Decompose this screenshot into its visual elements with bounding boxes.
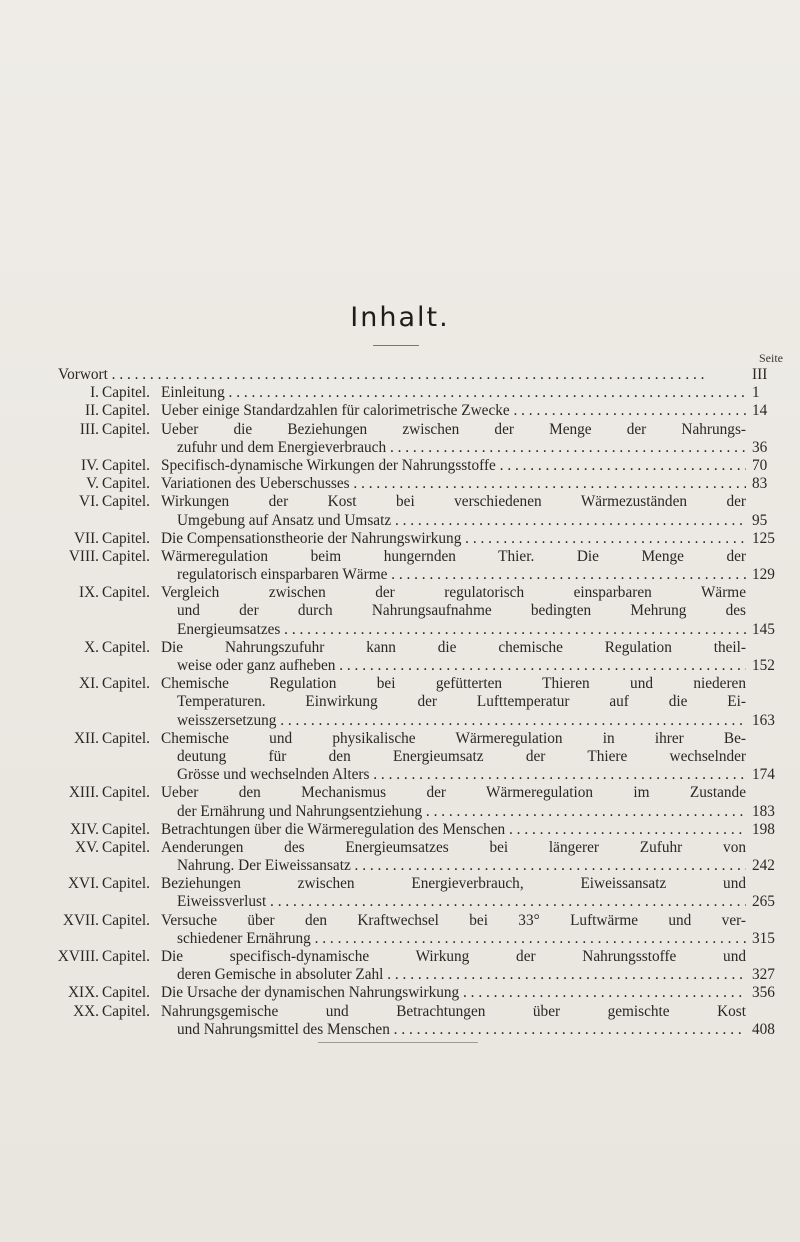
chapter-page: 408: [752, 1020, 775, 1038]
toc-entry[interactable]: [0, 639, 800, 657]
chapter-number: I.: [90, 384, 99, 402]
toc-entry-continuation[interactable]: [0, 657, 800, 675]
chapter-number: XIII.: [68, 784, 99, 802]
toc-entry[interactable]: [0, 421, 800, 439]
chapter-number: VII.: [73, 529, 99, 547]
chapter-label: Capitel.: [102, 456, 151, 474]
chapter-label: Capitel.: [102, 384, 151, 402]
chapter-title-line: Umgebung auf Ansatz und Umsatz . . .: [177, 512, 746, 530]
toc-entry-continuation[interactable]: [0, 621, 800, 639]
toc-entry[interactable]: [0, 839, 800, 857]
chapter-label: Capitel.: [102, 838, 151, 856]
chapter-page: 242: [752, 857, 775, 875]
chapter-number: III.: [79, 420, 99, 438]
chapter-title-line: regulatorisch einsparbaren Wärme . . .: [177, 566, 746, 584]
chapter-number: XIV.: [69, 820, 99, 838]
chapter-label: Capitel.: [102, 784, 151, 802]
toc-entry[interactable]: [0, 384, 800, 402]
chapter-title-line: schiedener Ernährung . . .: [177, 930, 746, 948]
chapter-label: Capitel.: [102, 420, 151, 438]
chapter-label: Capitel.: [102, 675, 151, 693]
toc-entry-label: Vorwort . . .: [58, 366, 746, 384]
chapter-title-line: der Ernährung und Nahrungsentziehung . . .: [177, 803, 746, 821]
page-column-header: Seite: [759, 351, 783, 365]
chapter-title-line: Energieumsatzes . . .: [177, 621, 746, 639]
toc-entry[interactable]: [0, 821, 800, 839]
chapter-number: X.: [84, 638, 99, 656]
chapter-title-line: Die Nahrungszufuhr kann die chemische Regulation theil-: [161, 638, 746, 656]
bottom-rule: [318, 1042, 478, 1043]
chapter-title-line: Betrachtungen über die Wärmeregulation des Menschen . . .: [161, 821, 746, 839]
chapter-label: Capitel.: [102, 493, 151, 511]
chapter-page: 129: [752, 566, 775, 584]
chapter-title-line: Ueber einige Standardzahlen für calorimetrische Zwecke . . .: [161, 402, 746, 420]
chapter-number: II.: [84, 402, 99, 420]
toc-entry-continuation[interactable]: [0, 748, 800, 766]
chapter-label: Capitel.: [102, 475, 151, 493]
chapter-title-line: Chemische Regulation bei gefütterten Thieren und niederen: [161, 675, 746, 693]
chapter-page: 14: [752, 402, 768, 420]
page-title: Inhalt.: [350, 302, 450, 333]
chapter-page: 327: [752, 966, 775, 984]
toc-entry[interactable]: [0, 530, 800, 548]
chapter-number: V.: [86, 475, 99, 493]
chapter-label: Capitel.: [102, 638, 151, 656]
chapter-page: 198: [752, 820, 775, 838]
chapter-title-line: Nahrungsgemische und Betrachtungen über gemischte Kost: [161, 1002, 746, 1020]
chapter-title-line: weisszersetzung . . .: [177, 712, 746, 730]
chapter-title-line: Beziehungen zwischen Energieverbrauch, Eiweissansatz und: [161, 875, 746, 893]
chapter-page: 70: [752, 456, 768, 474]
chapter-title-line: Ueber die Beziehungen zwischen der Menge der Nahrungs-: [161, 420, 746, 438]
chapter-label: Capitel.: [102, 948, 151, 965]
chapter-label: Capitel.: [102, 875, 151, 893]
chapter-page: 174: [752, 766, 775, 784]
chapter-page: 265: [752, 893, 775, 911]
chapter-title-line: und Nahrungsmittel des Menschen . . .: [177, 1021, 746, 1039]
toc-entry-continuation[interactable]: [0, 602, 800, 620]
toc-entry[interactable]: [0, 493, 800, 511]
toc-entry-continuation[interactable]: [0, 893, 800, 911]
chapter-title-line: Specifisch-dynamische Wirkungen der Nahrungsstoffe . . .: [161, 457, 746, 475]
toc-entry-continuation[interactable]: [0, 803, 800, 821]
toc-entry[interactable]: [0, 402, 800, 420]
title-rule: [373, 345, 419, 346]
table-of-contents: [0, 366, 800, 1039]
chapter-label: Capitel.: [102, 1002, 151, 1020]
toc-entry[interactable]: [0, 584, 800, 602]
chapter-label: Capitel.: [102, 529, 151, 547]
toc-entry-continuation[interactable]: [0, 712, 800, 730]
chapter-page: 95: [752, 511, 768, 529]
toc-entry[interactable]: [0, 948, 800, 966]
chapter-label: Capitel.: [102, 820, 151, 838]
toc-entry-continuation[interactable]: [0, 930, 800, 948]
chapter-page: 1: [752, 384, 760, 402]
toc-entry-continuation[interactable]: [0, 1021, 800, 1039]
toc-entry-continuation[interactable]: [0, 512, 800, 530]
chapter-number: IV.: [81, 456, 99, 474]
toc-entry[interactable]: [0, 475, 800, 493]
toc-entry-continuation[interactable]: [0, 966, 800, 984]
chapter-page: 152: [752, 657, 775, 674]
chapter-number: VIII.: [68, 547, 99, 565]
toc-entry-continuation[interactable]: [0, 566, 800, 584]
toc-entry[interactable]: [0, 548, 800, 566]
chapter-title-line: Ueber den Mechanismus der Wärmeregulation im Zustande: [161, 784, 746, 802]
chapter-title-line: Die Ursache der dynamischen Nahrungswirkung . . .: [161, 984, 746, 1002]
chapter-page: 356: [752, 984, 775, 1002]
chapter-page: 163: [752, 711, 775, 729]
chapter-title-line: deutung für den Energieumsatz der Thiere wechselnder: [177, 747, 746, 765]
chapter-title-line: Variationen des Ueberschusses . . .: [161, 475, 746, 493]
toc-entry-continuation[interactable]: [0, 439, 800, 457]
chapter-title-line: Einleitung . . .: [161, 384, 746, 402]
chapter-page: 125: [752, 529, 775, 547]
chapter-label: Capitel.: [102, 547, 151, 565]
toc-entry[interactable]: [0, 912, 800, 930]
toc-entry-continuation[interactable]: [0, 857, 800, 875]
chapter-number: IX.: [79, 584, 99, 602]
chapter-number: XII.: [73, 729, 99, 747]
chapter-number: XVII.: [62, 911, 99, 929]
toc-entry[interactable]: [0, 730, 800, 748]
chapter-title-line: Wirkungen der Kost bei verschiedenen Wärmezuständen der: [161, 493, 746, 511]
chapter-title-line: weise oder ganz aufheben . . .: [177, 657, 746, 675]
toc-entry[interactable]: [0, 784, 800, 802]
chapter-number: XI.: [79, 675, 99, 693]
chapter-title-line: und der durch Nahrungsaufnahme bedingten Mehrung des: [177, 602, 746, 620]
chapter-page: 83: [752, 475, 768, 493]
chapter-title-line: Temperaturen. Einwirkung der Lufttemperatur auf die Ei-: [177, 693, 746, 711]
chapter-page: 36: [752, 438, 768, 456]
toc-entry[interactable]: [0, 1003, 800, 1021]
chapter-page: 145: [752, 620, 775, 638]
chapter-title-line: Die Compensationstheorie der Nahrungswirkung . . .: [161, 530, 746, 548]
chapter-label: Capitel.: [102, 584, 151, 602]
chapter-number: XX.: [73, 1002, 99, 1020]
toc-entry[interactable]: [0, 984, 800, 1002]
chapter-title-line: deren Gemische in absoluter Zahl . . .: [177, 966, 746, 984]
chapter-label: Capitel.: [102, 402, 151, 420]
toc-entry-continuation[interactable]: [0, 693, 800, 711]
chapter-title-line: Vergleich zwischen der regulatorisch einsparbaren Wärme: [161, 584, 746, 602]
chapter-title-line: Aenderungen des Energieumsatzes bei längerer Zufuhr von: [161, 838, 746, 856]
toc-entry[interactable]: [0, 675, 800, 693]
toc-entry[interactable]: [0, 457, 800, 475]
chapter-page: 183: [752, 802, 775, 820]
chapter-number: VI.: [79, 493, 99, 511]
chapter-title-line: zufuhr und dem Energieverbrauch . . .: [177, 439, 746, 457]
chapter-number: XVI.: [67, 875, 99, 893]
chapter-title-line: Grösse und wechselnden Alters . . .: [177, 766, 746, 784]
chapter-number: XV.: [75, 838, 99, 856]
chapter-title-line: Wärmeregulation beim hungernden Thier. Die Menge der: [161, 547, 746, 565]
chapter-title-line: Chemische und physikalische Wärmeregulation in ihrer Be-: [161, 729, 746, 747]
chapter-title-line: Die specifisch-dynamische Wirkung der Nahrungsstoffe und: [161, 948, 746, 965]
chapter-title-line: Nahrung. Der Eiweissansatz . . .: [177, 857, 746, 875]
chapter-page: 315: [752, 929, 775, 947]
chapter-number: XVIII.: [57, 948, 99, 965]
toc-entry-vorwort[interactable]: [0, 366, 800, 384]
chapter-label: Capitel.: [102, 911, 151, 929]
toc-entry-continuation[interactable]: [0, 766, 800, 784]
chapter-title-line: Versuche über den Kraftwechsel bei 33° Luftwärme und ver-: [161, 911, 746, 929]
chapter-number: XIX.: [67, 984, 99, 1002]
toc-entry[interactable]: [0, 875, 800, 893]
chapter-label: Capitel.: [102, 984, 151, 1002]
toc-entry-page: III: [752, 366, 768, 383]
chapter-label: Capitel.: [102, 729, 151, 747]
chapter-title-line: Eiweissverlust . . .: [177, 893, 746, 911]
